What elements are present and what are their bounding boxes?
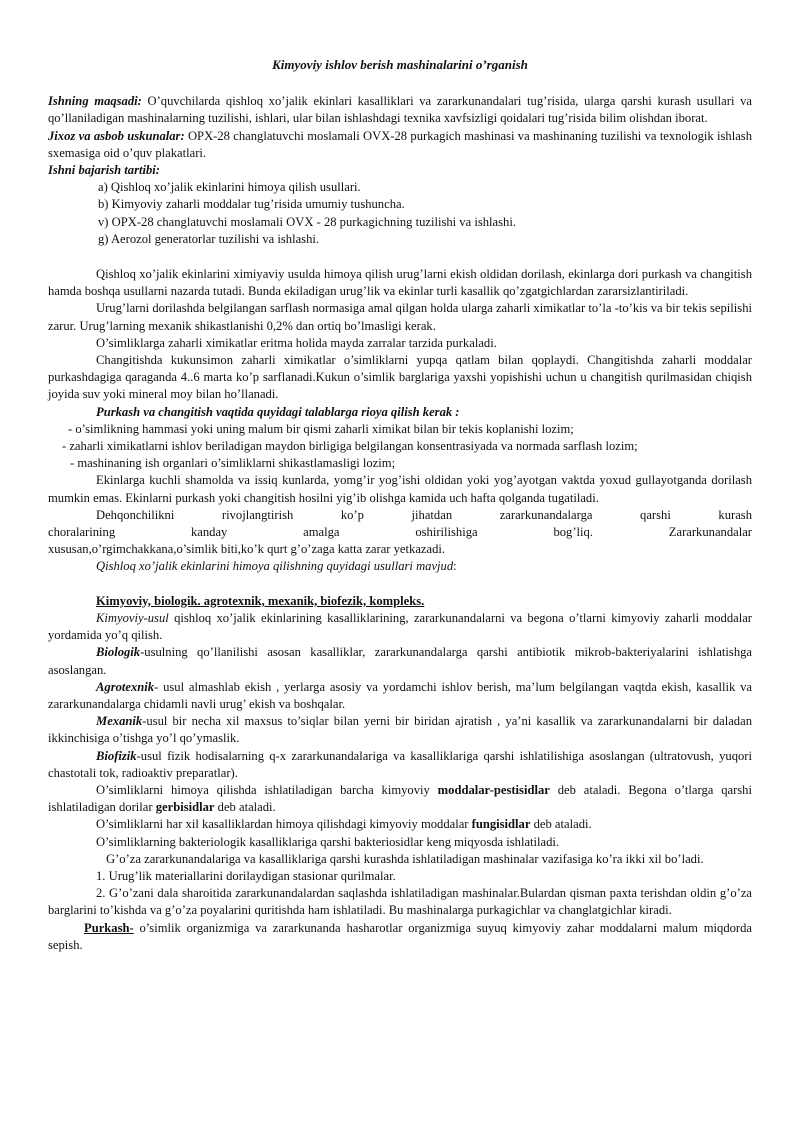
numbered-item: 1. Urug’lik materiallarini dorilaydigan stasionar qurilmalar. [96,868,396,883]
fungicides-paragraph [48,816,752,833]
method-agrotechnical [48,679,752,713]
rule-item: - zaharli ximikatlarni ishlov beriladigan maydon birligiga belgilangan konsentrasiyada va normada sarflash lozim; [62,439,638,454]
body-paragraph: Ekinlarga kuchli shamolda va issiq kunlarda, yomg’ir yog’ishi oldidan yoki yog’ayotgan vaktda yoxud gullayotganda dorilash mumkin emas. Ekinlarni purkash yoki changitish hosilni yig’ib olishga kamida uch hafta qolganda tugatiladi. [48,473,752,505]
order-label: Ishni bajarish tartibi: [48,163,160,178]
aim-text: O’quvchilarda qishloq xo’jalik ekinlari kasalliklari va zararkunandalari tug’risida, ularga qarshi kurash usullari va qo’llaniladigan mashinalarning tuzilishi, ishlari, ular bilan ishlashdagi texnika xavfsizligi qoidalari tug’risida bilim olishdan iborat. [48,94,752,126]
order-item: v) OPX-28 changlatuvchi moslamali OVX - 28 purkagichning tuzilishi va ishlashi. [98,214,516,229]
method-text: -usul bir necha xil maxsus to’siqlar bilan yerni bir biridan ajratish , ya’ni kasallik va zararkunandalarni bir daladan ikkinchisiga o’tishga yo’l qo’ymaslik. [48,714,752,746]
body-paragraph: O’simliklarga zaharli ximikatlar eritma holida mayda zarralar tarzida purkaladi. [96,335,497,350]
methods-heading: Kimyoviy, biologik. agrotexnik, mexanik, biofezik, kompleks. [96,593,425,608]
order-item: b) Kimyoviy zaharli moddalar tug’risida umumiy tushuncha. [98,197,405,212]
body-paragraph-line: Dehqonchilikni rivojlangtirish ko’p jihatdan zararkunandalarga qarshi kurash [96,507,752,522]
equipment-label: Jixoz va asbob uskunalar: [48,128,185,143]
methods-intro-colon: : [453,559,457,574]
method-label: Biologik [96,645,141,660]
method-text: qishloq xo’jalik ekinlarining kasalliklarining, zararkunandalarni va begona o’tlarni kimyoviy zaharli moddalar yordamida yo’q qilish. [48,610,752,643]
method-label: Kimyoviy-usul [96,610,169,625]
numbered-item: 2. G’o’zani dala sharoitida zararkunandalardan saqlashda ishlatiladigan mashinalar.Bulardan qisman paxta terishdan oldin g’o’za barglarini to’kishda va g’o’za poyalarini quritishda ham ishlatiladi. Bu mashinalarga purkagichlar va changlatgichlar kiradi. [48,886,752,918]
method-biological [48,644,752,678]
term-spraying: Purkash- [84,920,134,935]
method-mechanical [48,713,752,747]
body-paragraph: G’o’za zararkunandalariga va kasalliklariga qarshi kurashda ishlatiladigan mashinalar vazifasiga ko’ra ikki xil bo’ladi. [106,851,704,866]
text-run: deb ataladi. Begona o’tlarga qarshi ishlatiladigan dorilar [48,782,752,815]
equipment-text: OPX-28 changlatuvchi moslamali OVX-28 purkagich mashinasi va mashinaning tuzilishi va texnologik ishlash sxemasiga oid o’quv plakatlari. [48,128,752,160]
body-paragraph-line: choralarining kanday amalga oshirilishiga bog’liq. Zararkunandalar [48,525,752,540]
rules-heading: Purkash va changitish vaqtida quyidagi talablarga rioya qilish kerak : [96,404,460,419]
method-text: -usulning qo’llanilishi asosan kasalliklar, zararkunandalarga qarshi antibiotik mikrob-bakteriyalarini ishlatishga asoslangan. [48,645,752,677]
text-run: O’simliklarni har xil kasalliklardan himoya qilishdagi kimyoviy moddalar [96,817,472,832]
text-run: deb ataladi. [530,817,592,832]
aim-paragraph [48,93,752,127]
equipment-paragraph [48,128,752,162]
rule-item: - o’simlikning hammasi yoki uning malum bir qismi zaharli ximikat bilan bir tekis koplanishi lozim; [68,421,574,436]
aim-label: Ishning maqsadi: [48,94,142,109]
methods-intro-text: Qishloq xo’jalik ekinlarini himoya qilishning quyidagi usullari mavjud [96,559,454,574]
method-chemical [48,610,752,644]
method-biophysical [48,748,752,782]
body-paragraph-line: xususan,o’rgimchakkana,o’simlik biti,ko’k qurt g’o’zaga katta zarar yetkazadi. [48,542,446,557]
method-text: -usul fizik hodisalarning q-x zararkunandalariga va kasalliklariga qarshi ishlatilishiga asoslangan (ultratovush, yuqori chastotali tok, radioaktiv preparatlar). [48,748,752,780]
body-paragraph: O’simliklarning bakteriologik kasalliklariga qarshi bakteriosidlar keng miqyosda ishlatiladi. [96,834,560,849]
method-label: Agrotexnik [96,679,155,694]
order-list [48,179,752,248]
method-label: Mexanik [96,714,143,729]
definition-text: o’simlik organizmiga va zararkunanda hasharotlar organizmiga suyuq kimyoviy zahar moddalarni malum miqdorda sepish. [48,920,752,952]
document-title: Kimyoviy ishlov berish mashinalarini o’rganish [272,57,528,72]
order-item: g) Aerozol generatorlar tuzilishi va ishlashi. [98,231,320,246]
rules-list [48,421,752,473]
pesticides-paragraph [48,782,752,816]
body-paragraph: Urug’larni dorilashda belgilangan sarflash normasiga amal qilgan holda ularga zaharli ximikatlar to’la -to’kis va bir tekis sepilishi zarur. Urug’larning mexanik shikastlanishi 0,2% dan ortiq bo’lmasligi kerak. [48,301,752,333]
method-text: - usul almashlab ekish , yerlarga asosiy va yordamchi ishlov berish, ma’lum belgilangan vaqtda ekish, kasallik va zararkunandalarga chidamli navli urug’ ekish va boshqalar. [48,679,752,711]
term-fungicides: fungisidlar [471,817,531,832]
term-herbicides: gerbisidlar [155,800,215,815]
text-run: deb ataladi. [214,800,276,815]
text-run: O’simliklarni himoya qilishda ishlatiladigan barcha kimyoviy [96,782,438,797]
term-pesticides: moddalar-pestisidlar [437,782,550,797]
methods-intro [48,558,752,575]
spraying-definition [48,920,752,954]
order-heading [48,162,752,179]
order-item: a) Qishloq xo’jalik ekinlarini himoya qilish usullari. [98,180,361,195]
method-label: Biofizik [96,748,137,763]
rule-item: - mashinaning ish organlari o’simliklarni shikastlamasligi lozim; [70,456,396,471]
body-paragraph: Qishloq xo’jalik ekinlarini ximiyaviy usulda himoya qilish urug’larni ekish oldidan dorilash, ekinlarga dori purkash va changitish hamda boshqa usullarni nazarda tutadi. Bunda ekiladigan urug’lik va ekinlar turli kasallik qo’zgatgichlardan zararsizlantiriladi. [48,267,752,299]
body-paragraph: Changitishda kukunsimon zaharli ximikatlar o’simliklarni yupqa qatlam bilan qoplaydi. Changitishda zaharli moddalar purkashdagiga qaraganda 4..6 marta ko’p sarflanadi.Kukun o’simlik barglariga yaxshi yopishishi uchun u changitish qurilmasidan chiqish joyida suv yoki mineral moy bilan ho’llanadi. [48,353,752,402]
